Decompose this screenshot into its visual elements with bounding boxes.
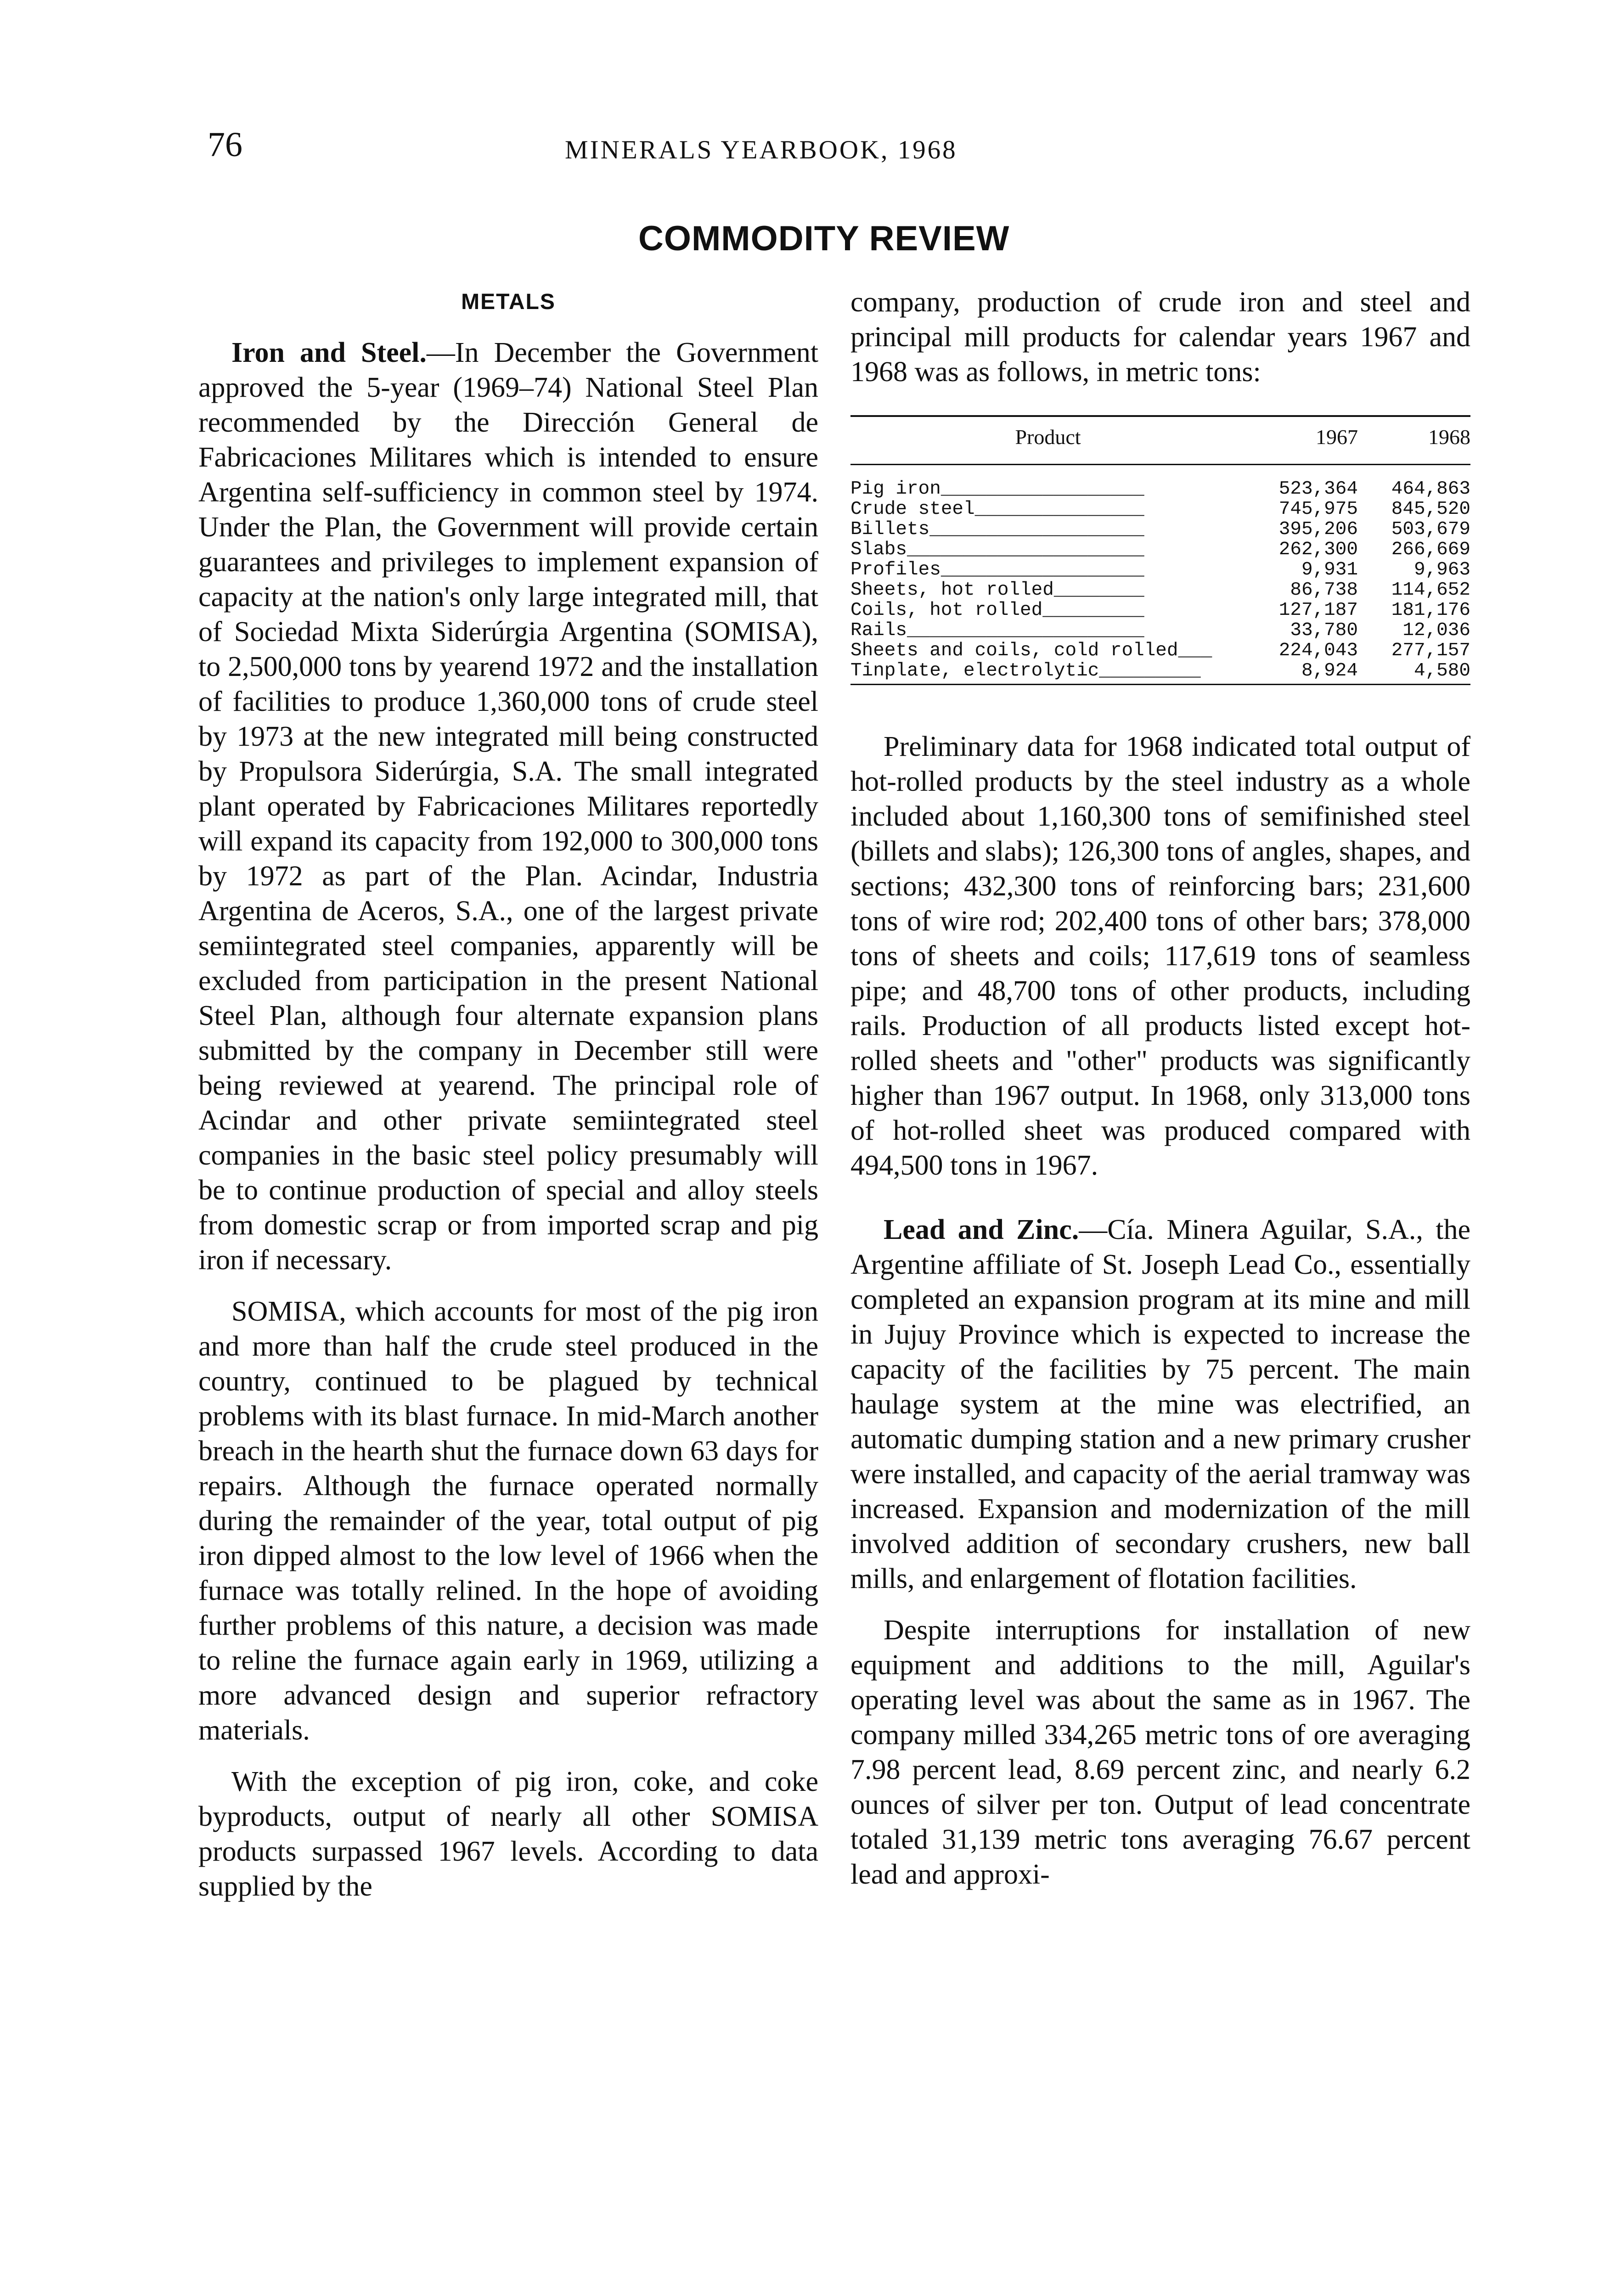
leader-dots: _________	[1042, 600, 1144, 620]
product-name: Rails	[850, 620, 907, 641]
product-name: Sheets and coils, cold rolled	[850, 641, 1178, 661]
production-table	[850, 415, 1470, 685]
value-1968: 845,520	[1391, 499, 1470, 519]
value-1968: 503,679	[1391, 519, 1470, 540]
product-cell	[850, 499, 1245, 519]
iron-steel-runin: Iron and Steel.	[231, 337, 427, 368]
value-1968: 12,036	[1402, 620, 1470, 641]
table-row	[850, 661, 1470, 685]
value-1968: 266,669	[1391, 540, 1470, 560]
leader-dots: _______________	[974, 499, 1144, 519]
value-1967: 8,924	[1245, 661, 1358, 685]
product-name: Tinplate, electrolytic	[850, 661, 1099, 681]
table-row	[850, 620, 1470, 641]
table-row	[850, 641, 1470, 661]
value-1968: 181,176	[1391, 600, 1470, 620]
leader-dots: _____________________	[907, 620, 1144, 641]
metals-subhead: METALS	[461, 290, 556, 314]
table-row	[850, 499, 1470, 519]
product-cell	[850, 641, 1245, 661]
product-name: Crude steel	[850, 499, 975, 519]
product-name: Billets	[850, 519, 930, 540]
product-cell	[850, 519, 1245, 540]
table-row	[850, 600, 1470, 620]
value-1968: 4,580	[1358, 661, 1470, 685]
value-1967: 9,931	[1301, 560, 1358, 580]
lead-zinc-paragraph	[850, 1212, 1470, 1596]
page-number: 76	[208, 125, 242, 164]
table-spacer	[850, 685, 1470, 729]
table-row	[850, 560, 1470, 580]
production-intro-paragraph: company, production of crude iron and steel and principal mill products for calendar years 1967 and 1968 was as follows, in metric tons:	[850, 287, 1470, 388]
leader-dots: __________________	[940, 560, 1144, 580]
product-name: Profiles	[850, 560, 941, 580]
product-cell	[850, 580, 1245, 600]
table-body	[850, 465, 1470, 685]
value-1967: 395,206	[1278, 519, 1358, 540]
product-cell	[850, 661, 1245, 685]
right-column	[850, 285, 1470, 1892]
somisa-exception-paragraph: With the exception of pig iron, coke, and coke byproducts, output of nearly all other SOMISA products surpassed 1967 levels. According to data supplied by the	[198, 1766, 818, 1902]
value-1967: 33,780	[1290, 620, 1358, 641]
value-1967: 745,975	[1278, 499, 1358, 519]
aguilar-paragraph: Despite interruptions for installation of new equipment and additions to the mill, Aguilar's operating level was about the same as in 1967. The company milled 334,265 metric tons of ore averaging 7.98 percent lead, 8.69 percent zinc, and nearly 6.2 ounces of silver per ton. Output of lead concentrate totaled 31,139 metric tons averaging 76.67 percent lead and approxi-	[850, 1615, 1470, 1890]
product-name: Coils, hot rolled	[850, 600, 1043, 620]
lead-zinc-text: —Cía. Minera Aguilar, S.A., the Argentine affiliate of St. Joseph Lead Co., essentially completed an expansion program at its mine and mill in Jujuy Province which is expected to increase the capacity of the facilities by 75 percent. The main haulage system at the mine was electrified, an automatic dumping station and a new primary crusher were installed, and capacity of the aerial tramway was increased. Expansion and modernization of the mill involved addition of secondary crushers, new ball mills, and enlargement of flotation facilities.	[850, 1214, 1470, 1594]
table-row	[850, 540, 1470, 560]
value-1968: 9,963	[1414, 560, 1470, 580]
value-1967: 224,043	[1278, 641, 1358, 661]
product-cell	[850, 600, 1245, 620]
header-1968: 1968	[1358, 416, 1470, 465]
leader-dots: _____________________	[907, 540, 1144, 560]
leader-dots: __________________	[940, 478, 1144, 499]
table-header-row	[850, 416, 1470, 465]
running-head: MINERALS YEARBOOK, 1968	[565, 135, 957, 164]
leader-dots: ___________________	[929, 519, 1144, 540]
leader-dots: ___	[1178, 641, 1212, 661]
product-name: Slabs	[850, 540, 907, 560]
value-1968: 114,652	[1391, 580, 1470, 600]
leader-dots: _________	[1099, 661, 1201, 681]
value-1967: 86,738	[1290, 580, 1358, 600]
product-name: Pig iron	[850, 478, 941, 499]
header-product: Product	[850, 416, 1245, 465]
product-cell	[850, 540, 1245, 560]
leader-dots: ________	[1053, 580, 1144, 600]
iron-steel-paragraph	[198, 335, 818, 1277]
left-column	[198, 285, 818, 1904]
header-1967: 1967	[1245, 416, 1358, 465]
lead-zinc-runin: Lead and Zinc.	[884, 1214, 1079, 1245]
product-cell	[850, 560, 1245, 580]
iron-steel-text: —In December the Government approved the 5-year (1969–74) National Steel Plan recommended by the Dirección General de Fabricaciones Militares which is intended to ensure Argentina self-sufficiency in common steel by 1974. Under the Plan, the Government will provide certain guarantees and privileges to implement expansion of capacity at the nation's only large integrated mill, that of Sociedad Mixta Siderúrgia Argentina (SOMISA), to 2,500,000 tons by yearend 1972 and the installation of facilities to produce 1,360,000 tons of crude steel by 1973 at the new integrated mill being constructed by Propulsora Siderúrgia, S.A. The small integrated plant operated by Fabricaciones Militares reportedly will expand its capacity from 192,000 to 300,000 tons by 1972 as part of the Plan. Acindar, Industria Argentina de Aceros, S.A., one of the largest private semiintegrated steel companies, apparently will be excluded from participation in the present National Steel Plan, although four alternate expansion plans submitted by the company in December still were being reviewed at yearend. The principal role of Acindar and other private semiintegrated steel companies in the basic steel policy presumably will be to continue production of special and alloy steels from domestic scrap or from imported scrap and pig iron if necessary.	[198, 337, 818, 1276]
somisa-paragraph: SOMISA, which accounts for most of the pig iron and more than half the crude steel produced in the country, continued to be plagued by technical problems with its blast furnace. In mid-March another breach in the hearth shut the furnace down 63 days for repairs. Although the furnace operated normally during the remainder of the year, total output of pig iron dipped almost to the low level of 1966 when the furnace was totally relined. In the hope of avoiding further problems of this nature, a decision was made to reline the furnace again early in 1969, utilizing a more advanced design and superior refractory materials.	[198, 1296, 818, 1746]
value-1967: 262,300	[1278, 540, 1358, 560]
value-1968: 464,863	[1391, 478, 1470, 499]
table-row	[850, 580, 1470, 600]
preliminary-data-paragraph: Preliminary data for 1968 indicated total output of hot-rolled products by the steel industry as a whole included about 1,160,300 tons of semifinished steel (billets and slabs); 126,300 tons of angles, shapes, and sections; 432,300 tons of reinforcing bars; 231,600 tons of wire rod; 202,400 tons of other bars; 378,000 tons of sheets and coils; 117,619 tons of seamless pipe; and 48,700 tons of other products, including rails. Production of all products listed except hot-rolled sheets and "other" products was significantly higher than 1967 output. In 1968, only 313,000 tons of hot-rolled sheet was produced compared with 494,500 tons in 1967.	[850, 731, 1470, 1181]
product-cell	[850, 620, 1245, 641]
value-1968: 277,157	[1391, 641, 1470, 661]
lead-spacer	[850, 1183, 1470, 1212]
section-title: COMMODITY REVIEW	[638, 219, 1010, 258]
product-name: Sheets, hot rolled	[850, 580, 1054, 600]
value-1967: 127,187	[1278, 600, 1358, 620]
value-1967: 523,364	[1278, 478, 1358, 499]
table-row	[850, 519, 1470, 540]
table-row	[850, 465, 1470, 500]
product-cell	[850, 465, 1245, 500]
